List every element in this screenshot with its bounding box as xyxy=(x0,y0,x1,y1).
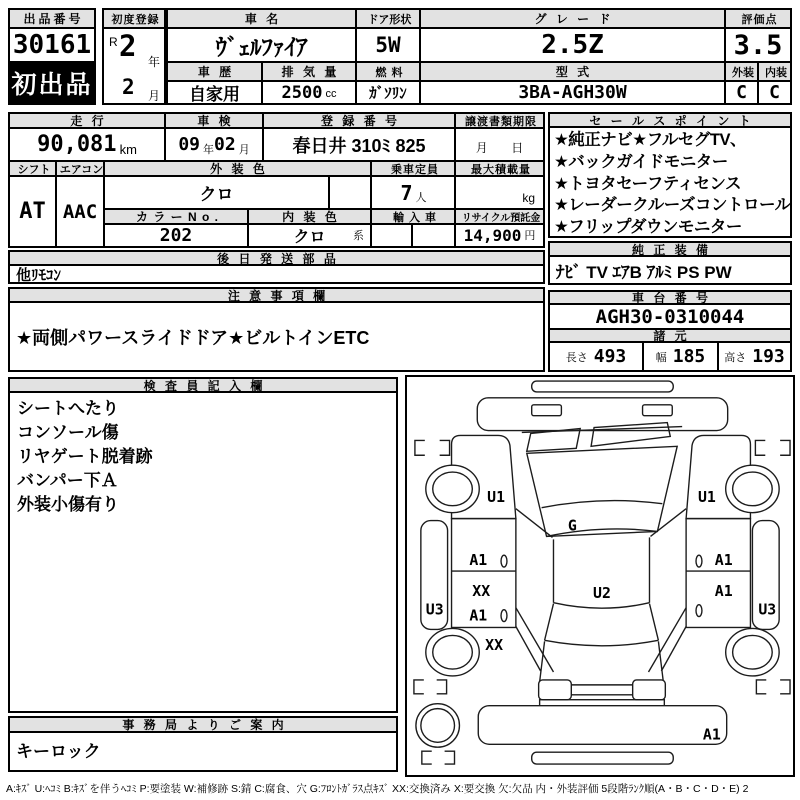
shaken-value: 09 年 02 月 xyxy=(164,127,264,162)
ext-color-sub-cell xyxy=(328,175,372,210)
recycle-unit: 円 xyxy=(524,230,536,242)
transfer-value: 月 日 xyxy=(454,127,545,162)
car-top-view-diagram xyxy=(407,377,793,775)
equipment-value: ﾅﾋﾞ TV ｴｱB ｱﾙﾐ PS PW xyxy=(548,255,792,285)
exterior-grade-header: 外装 xyxy=(724,61,759,82)
dimensions-header: 諸 元 xyxy=(548,328,792,343)
damage-marker-u3-right: U3 xyxy=(758,601,777,619)
office-value: キーロック xyxy=(8,731,398,772)
model-value: 3BA-AGH30W xyxy=(419,80,726,105)
history-value: 自家用 xyxy=(166,80,263,105)
first-reg-month-unit: 月 xyxy=(147,89,160,103)
import-value-left xyxy=(370,223,413,248)
car-name-header: 車 名 xyxy=(166,8,357,29)
damage-marker-xx-rear-left: XX xyxy=(485,637,504,655)
damage-marker-u1-left: U1 xyxy=(487,488,506,506)
first-reg-year: 2 xyxy=(119,29,137,63)
notes-header: 注 意 事 項 欄 xyxy=(8,287,545,303)
length-cell xyxy=(548,341,644,372)
sales-point: ★トヨタセーフティセンス xyxy=(554,174,741,193)
office-header: 事 務 局 よ り ご 案 内 xyxy=(8,716,398,733)
first-listing-badge: 初出品 xyxy=(8,61,96,105)
ext-color-value: クロ xyxy=(103,175,330,210)
inspector-line: バンパー下Ａ xyxy=(17,471,118,490)
equipment-header: 純 正 装 備 xyxy=(548,241,792,257)
inspector-line: コンソール傷 xyxy=(17,423,119,442)
model-header: 型 式 xyxy=(419,61,726,82)
later-parts-header: 後 日 発 送 部 品 xyxy=(8,250,545,266)
chassis-header: 車 台 番 号 xyxy=(548,290,792,305)
reg-no-value: 春日井 310ﾐ 825 xyxy=(262,127,456,162)
damage-marker-a1-slide-right: A1 xyxy=(714,582,733,600)
width-label: 幅 xyxy=(655,351,667,364)
interior-grade-header: 内装 xyxy=(757,61,792,82)
exterior-grade-value: C xyxy=(724,80,759,105)
width-value: 185 xyxy=(672,346,706,367)
sales-point: ★フリップダウンモニター xyxy=(554,218,742,237)
mileage-value: 90,081 km xyxy=(8,127,166,162)
sales-points-lines xyxy=(551,128,791,239)
height-value: 193 xyxy=(752,346,785,367)
damage-marker-u2-roof: U2 xyxy=(593,584,611,602)
recycle-value: 14,900 円 xyxy=(454,223,545,248)
damage-marker-a1-slide-left: A1 xyxy=(469,607,488,625)
door-shape-value: 5W xyxy=(355,27,421,63)
auction-no-header: 出品番号 xyxy=(8,8,96,29)
displacement-header: 排 気 量 xyxy=(261,61,357,82)
damage-marker-a1-front-right: A1 xyxy=(714,552,733,570)
damage-marker-g-windshield: G xyxy=(567,517,577,535)
aircon-header: エアコン xyxy=(55,160,105,177)
height-label: 高さ xyxy=(724,351,747,364)
width-cell xyxy=(642,341,719,372)
transfer-header: 譲渡書類期限 xyxy=(454,112,545,129)
mileage-unit: km xyxy=(119,142,137,157)
damage-marker-u3-left: U3 xyxy=(425,601,444,619)
fuel-value: ｶﾞｿﾘﾝ xyxy=(355,80,421,105)
sales-point: ★純正ナビ★フルセグTV、 xyxy=(554,131,747,149)
first-reg-month: 2 xyxy=(122,75,135,99)
displacement-value: 2500 cc xyxy=(261,80,357,105)
sales-point: ★レーダークルーズコントロール xyxy=(554,196,791,215)
int-color-suffix: 系 xyxy=(353,230,364,242)
damage-marker-u1-right: U1 xyxy=(697,488,716,506)
int-color-value: クロ 系 xyxy=(247,223,372,248)
sales-point: ★バックガイドモニター xyxy=(554,152,728,171)
history-header: 車 歴 xyxy=(166,61,263,82)
damage-marker-a1-front-left: A1 xyxy=(469,552,488,570)
shift-value: AT xyxy=(8,175,57,248)
interior-grade-value: C xyxy=(757,80,792,105)
first-reg-era: R xyxy=(109,35,118,49)
int-color-header: 内 装 色 xyxy=(247,208,372,225)
score-header: 評価点 xyxy=(724,8,792,29)
shift-header: シフト xyxy=(8,160,57,177)
first-reg-value xyxy=(102,27,166,105)
inspector-line: 外装小傷有り xyxy=(17,495,119,514)
color-no-header: カ ラ ー N o . xyxy=(103,208,249,225)
mileage-header: 走 行 xyxy=(8,112,166,129)
inspector-header: 検 査 員 記 入 欄 xyxy=(8,377,398,393)
notes-value: ★両側パワースライドドア★ビルトインETC xyxy=(8,301,545,372)
grade-header: グ レ ー ド xyxy=(419,8,726,29)
car-name-value: ｳﾞｪﾙﾌｧｲｱ xyxy=(166,27,357,63)
payload-value: kg xyxy=(454,175,545,210)
aircon-value: AAC xyxy=(55,175,105,248)
length-label: 長さ xyxy=(565,351,588,364)
capacity-value: 7 人 xyxy=(370,175,457,210)
length-value: 493 xyxy=(593,346,627,367)
damage-marker-a1-rear-bumper: A1 xyxy=(702,726,721,744)
damage-marker-xx-slide-left: XX xyxy=(472,582,491,600)
first-reg-header: 初度登録 xyxy=(102,8,166,29)
inspector-line: シートへたり xyxy=(17,399,119,418)
inspector-lines xyxy=(12,394,392,517)
color-no-value: 202 xyxy=(103,223,249,248)
damage-diagram-box xyxy=(405,375,795,777)
auction-no-value: 30161 xyxy=(8,27,96,63)
door-shape-header: ドア形状 xyxy=(355,8,421,29)
grade-value: 2.5Z xyxy=(419,27,726,63)
reg-no-header: 登 録 番 号 xyxy=(262,112,456,129)
fuel-header: 燃 料 xyxy=(355,61,421,82)
capacity-unit: 人 xyxy=(415,192,427,204)
inspector-line: リヤゲート脱着跡 xyxy=(17,447,153,466)
score-value: 3.5 xyxy=(724,27,792,63)
import-header: 輸 入 車 xyxy=(370,208,457,225)
later-parts-value: 他ﾘﾓｺﾝ xyxy=(8,264,545,284)
damage-code-legend: A:ｷｽﾞ U:ﾍｺﾐ B:ｷｽﾞを伴うﾍｺﾐ P:要塗装 W:補修跡 S:錆 C:腐食、穴 G:ﾌﾛﾝﾄｶﾞﾗｽ点ｷｽﾞ XX:交換済み X:要交換 欠:欠品 内・外装評価 5段階ﾗﾝｸ順(A・B・C・D・E) 2 xyxy=(6,783,749,795)
chassis-value: AGH30-0310044 xyxy=(548,303,792,330)
recycle-header: リサイクル預託金 xyxy=(454,208,545,225)
ext-color-header: 外 装 色 xyxy=(103,160,372,177)
height-cell xyxy=(717,341,792,372)
capacity-header: 乗車定員 xyxy=(370,160,457,177)
payload-header: 最大積載量 xyxy=(454,160,545,177)
first-reg-year-unit: 年 xyxy=(147,55,160,69)
import-value-right xyxy=(411,223,457,248)
shaken-header: 車 検 xyxy=(164,112,264,129)
sales-points-header: セ ー ル ス ポ イ ン ト xyxy=(548,112,792,128)
displacement-unit: cc xyxy=(325,88,337,100)
